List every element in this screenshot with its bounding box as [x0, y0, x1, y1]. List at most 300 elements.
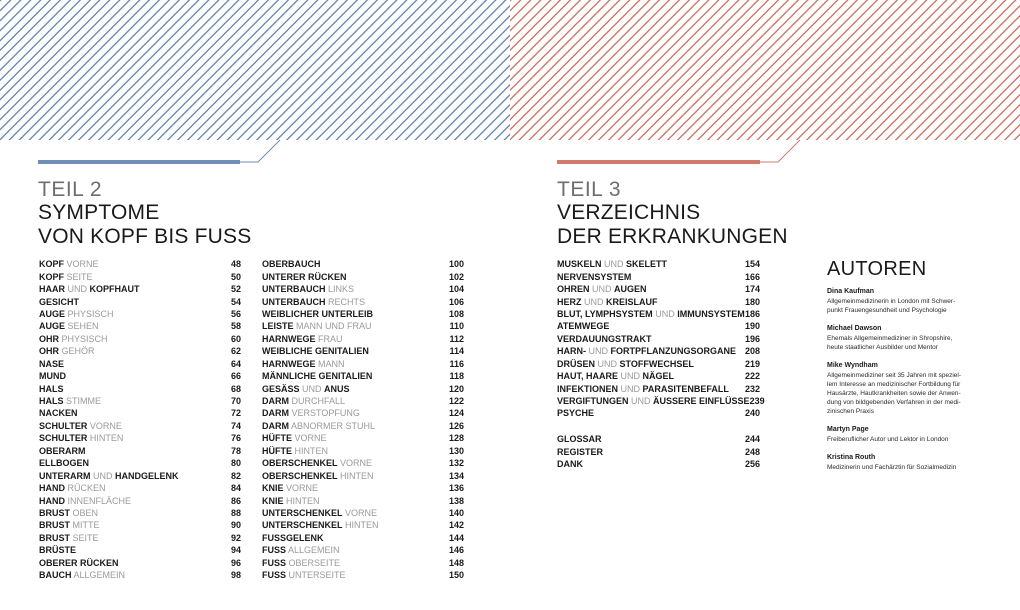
toc-entry-sub: STIMME — [66, 396, 102, 407]
toc-entry — [262, 345, 464, 357]
toc-entry — [557, 308, 760, 320]
toc-entry-main: BRÜSTE — [39, 545, 77, 556]
toc-entry-main: BAUCH — [39, 570, 72, 581]
toc-entry-main: DARM — [262, 408, 289, 419]
part2-title-line: SYMPTOME — [38, 201, 160, 224]
toc-entry-page: 240 — [744, 408, 760, 419]
toc-entry-title — [262, 458, 372, 468]
toc-entry-main: GLOSSAR — [557, 434, 602, 445]
toc-entry-sub: SEHEN — [67, 321, 99, 332]
author-description — [827, 334, 977, 352]
toc-entry — [262, 320, 464, 332]
toc-entry — [39, 308, 241, 320]
author-description-line: lem Interesse an medizinischer Fortbildung für — [827, 381, 961, 388]
toc-entry-title — [39, 321, 99, 331]
part2-hatch-band — [0, 0, 510, 140]
toc-entry-page: 208 — [744, 346, 760, 357]
toc-entry — [262, 457, 464, 469]
toc-entry-main: HAND — [39, 483, 65, 494]
toc-entry-page: 88 — [230, 507, 241, 518]
author-name: Dina Kaufman — [827, 288, 875, 295]
toc-entry-page: 92 — [230, 532, 241, 543]
toc-entry-main: NACKEN — [39, 408, 78, 419]
toc-entry-title — [557, 297, 658, 307]
toc-entry-title — [39, 458, 89, 468]
toc-entry-sub: UND — [93, 470, 113, 481]
toc-entry-sub: UND — [655, 308, 675, 319]
toc-entry-sub: INNENFLÄCHE — [67, 495, 132, 506]
toc-entry — [262, 544, 464, 556]
toc-entry-title — [262, 533, 324, 543]
toc-entry-title — [557, 359, 694, 369]
toc-entry-main: FORTPFLANZUNGSORGANE — [610, 346, 737, 357]
toc-entry-page: 96 — [230, 557, 241, 568]
toc-entry-main: FUSS — [262, 557, 287, 568]
toc-entry — [39, 382, 241, 394]
toc-entry-title — [39, 533, 99, 543]
toc-entry — [557, 283, 760, 295]
author-description-line: dung von bildgebenden Verfahren in der medi- — [827, 399, 961, 406]
part2-label: TEIL 2 — [38, 178, 103, 201]
toc-entry — [262, 270, 464, 282]
toc-entry-title — [39, 421, 122, 431]
toc-entry-sub: VORNE — [340, 458, 373, 469]
toc-entry-page: 166 — [744, 271, 760, 282]
toc-entry-main: HÜFTE — [262, 445, 292, 456]
toc-entry — [262, 407, 464, 419]
author-description-line: Allgemeinmedizinerin in London mit Schwer- — [827, 298, 956, 305]
toc-entry-page: 154 — [744, 259, 760, 270]
toc-entry-title — [557, 284, 647, 294]
author-description-line: punkt Frauengesundheit und Psychologie — [827, 307, 947, 314]
toc-entry-page: 104 — [448, 284, 464, 295]
toc-entry-page: 112 — [449, 333, 464, 344]
toc-entry — [39, 370, 241, 382]
toc-entry-title — [39, 371, 66, 381]
toc-entry — [262, 258, 464, 270]
toc-entry — [39, 407, 241, 419]
toc-entry-page: 256 — [744, 459, 760, 470]
toc-entry-page: 102 — [448, 271, 464, 282]
toc-entry — [557, 395, 765, 407]
toc-entry-title — [262, 321, 372, 331]
toc-entry-sub: UND — [67, 284, 88, 295]
toc-entry-page: 94 — [230, 545, 241, 556]
toc-entry-sub: MITTE — [72, 520, 100, 531]
toc-entry-sub: PHYSISCH — [67, 308, 114, 319]
toc-entry-main: FUSSGELENK — [262, 532, 324, 543]
toc-entry-title — [557, 346, 736, 356]
toc-entry-main: KOPF — [39, 259, 65, 270]
toc-entry-main: NASE — [39, 358, 65, 369]
toc-entry — [262, 308, 464, 320]
toc-entry-sub: FRAU — [318, 333, 343, 344]
author-entry — [827, 324, 977, 352]
toc-entry-sub: SEITE — [66, 271, 93, 282]
toc-entry-sub: ALLGEMEIN — [288, 545, 340, 556]
toc-entry-title — [262, 346, 369, 356]
toc-entry-page: 180 — [744, 296, 760, 307]
toc-entry — [557, 320, 760, 332]
toc-entry-main: BRUST — [39, 532, 70, 543]
toc-entry-title — [39, 545, 76, 555]
toc-entry-title — [557, 434, 602, 444]
toc-entry-main: UNTERBAUCH — [262, 296, 326, 307]
part3-title-line: DER ERKRANKUNGEN — [557, 225, 788, 248]
toc-entry-sub: VORNE — [66, 259, 99, 270]
toc-entry-page: 138 — [448, 495, 464, 506]
author-name: Michael Dawson — [827, 325, 882, 332]
toc-entry-main: HANDGELENK — [115, 470, 179, 481]
toc-entry-main: GESÄSS — [262, 383, 300, 394]
toc-entry-title — [39, 483, 106, 493]
toc-entry-main: OBERER RÜCKEN — [39, 557, 119, 568]
toc-entry-page: 72 — [230, 408, 241, 419]
toc-entry-main: DARM — [262, 396, 289, 407]
toc-entry-sub: SEITE — [72, 532, 99, 543]
toc-entry-page: 196 — [744, 333, 760, 344]
toc-entry — [262, 432, 464, 444]
toc-entry-main: KNIE — [262, 483, 284, 494]
toc-entry-page: 140 — [448, 507, 464, 518]
toc-entry-main: OBERSCHENKEL — [262, 470, 338, 481]
toc-entry-main: HÜFTE — [262, 433, 292, 444]
toc-entry-sub: HINTEN — [340, 470, 374, 481]
toc-entry-main: HALS — [39, 396, 64, 407]
toc-entry-main: WEIBLICHER UNTERLEIB — [262, 308, 373, 319]
toc-entry-main: OBERSCHENKEL — [262, 458, 338, 469]
toc-entry-title — [39, 359, 64, 369]
toc-entry — [557, 295, 760, 307]
toc-entry-main: STOFFWECHSEL — [619, 358, 694, 369]
toc-entry-title — [39, 558, 119, 568]
toc-entry-main: UNTERARM — [39, 470, 91, 481]
author-name: Martyn Page — [827, 426, 869, 433]
toc-entry-page: 68 — [230, 383, 241, 394]
toc-entry-page: 186 — [744, 308, 760, 319]
toc-entry — [39, 320, 241, 332]
toc-entry-page: 106 — [448, 296, 464, 307]
author-entry — [827, 361, 977, 416]
part3-toc-extras — [557, 433, 760, 470]
toc-entry-sub: VORNE — [345, 507, 378, 518]
toc-entry-title — [39, 272, 93, 282]
toc-entry-title — [39, 297, 79, 307]
toc-entry-page: 84 — [230, 483, 241, 494]
toc-entry-title — [262, 496, 320, 506]
toc-entry-page: 48 — [230, 259, 241, 270]
toc-entry-page: 78 — [230, 445, 241, 456]
toc-entry-main: OHREN — [557, 284, 590, 295]
toc-entry-page: 114 — [449, 346, 464, 357]
toc-entry-main: HAUT, HAARE — [557, 371, 619, 382]
toc-entry-page: 98 — [230, 570, 241, 581]
toc-entry — [39, 258, 241, 270]
toc-entry-main: OBERARM — [39, 445, 86, 456]
toc-entry-sub: UND — [592, 284, 612, 295]
toc-entry-main: HALS — [39, 383, 64, 394]
toc-entry — [557, 258, 760, 270]
toc-entry-page: 132 — [448, 458, 464, 469]
toc-entry-main: UNTERSCHENKEL — [262, 507, 343, 518]
toc-entry-main: DANK — [557, 459, 583, 470]
toc-entry — [262, 370, 464, 382]
toc-entry-main: NÄGEL — [642, 371, 675, 382]
toc-entry-title — [39, 284, 140, 294]
toc-entry-title — [39, 259, 99, 269]
toc-entry-title — [262, 421, 375, 431]
toc-entry — [262, 283, 464, 295]
toc-entry — [262, 358, 464, 370]
toc-entry-page: 219 — [744, 358, 760, 369]
toc-entry-main: BRUST — [39, 507, 70, 518]
toc-entry-page: 136 — [448, 483, 464, 494]
author-description-line: Ehemals Allgemeinmediziner in Shropshire, — [827, 335, 953, 342]
toc-entry — [262, 494, 464, 506]
toc-entry — [262, 395, 464, 407]
toc-entry-page: 76 — [230, 433, 241, 444]
part3-toc — [557, 258, 765, 420]
author-description-line: Medizinerin und Fachärztin für Sozialmedizin — [827, 464, 957, 471]
toc-entry-title — [262, 508, 377, 518]
author-description-line: Hausärzte, Hautkrankheiten sowie der Anwen- — [827, 390, 961, 397]
toc-entry-main: ANUS — [324, 383, 350, 394]
toc-entry-main: KOPF — [39, 271, 65, 282]
toc-entry-page: 108 — [448, 308, 464, 319]
toc-entry-title — [262, 396, 345, 406]
toc-entry — [557, 345, 760, 357]
author-name: Mike Wyndham — [827, 362, 878, 369]
toc-entry-main: KREISLAUF — [606, 296, 658, 307]
toc-entry-main: MÄNNLICHE GENITALIEN — [262, 371, 373, 382]
part3-title — [557, 201, 788, 249]
toc-entry-main: GESICHT — [39, 296, 80, 307]
toc-entry-page: 80 — [230, 458, 241, 469]
author-description-line: zinischen Praxis — [827, 408, 874, 415]
toc-entry-page: 82 — [230, 470, 241, 481]
toc-entry-main: AUGEN — [614, 284, 647, 295]
toc-entry-main: VERDAUUNGSTRAKT — [557, 333, 652, 344]
toc-entry-title — [262, 384, 350, 394]
toc-entry-page: 124 — [448, 408, 464, 419]
toc-entry-main: SCHULTER — [39, 420, 88, 431]
toc-entry-title — [557, 408, 594, 418]
toc-entry-main: OHR — [39, 346, 59, 357]
toc-entry-title — [39, 508, 98, 518]
toc-entry-sub: OBEN — [72, 507, 99, 518]
toc-entry-main: REGISTER — [557, 446, 604, 457]
toc-entry-title — [262, 520, 379, 530]
toc-entry-main: IMMUNSYSTEM — [677, 308, 745, 319]
toc-entry — [557, 382, 760, 394]
decorative-rules — [0, 136, 1020, 172]
toc-entry-title — [557, 259, 667, 269]
toc-entry-main: BLUT, LYMPHSYSTEM — [557, 308, 653, 319]
toc-entry-main: SKELETT — [626, 259, 668, 270]
toc-entry-sub: VORNE — [286, 483, 319, 494]
toc-entry-page: 58 — [230, 321, 241, 332]
toc-entry — [39, 270, 241, 282]
toc-entry — [557, 333, 760, 345]
toc-entry-sub: PHYSISCH — [61, 333, 108, 344]
toc-entry-title — [557, 371, 674, 381]
toc-entry — [39, 420, 241, 432]
toc-entry-sub: UND — [620, 383, 641, 394]
toc-entry-title — [262, 309, 373, 319]
toc-entry — [39, 358, 241, 370]
toc-entry — [262, 333, 464, 345]
toc-entry-main: HAND — [39, 495, 65, 506]
part3-hatch-band — [510, 0, 1020, 140]
toc-entry-main: UNTERSCHENKEL — [262, 520, 343, 531]
toc-entry-main: INFEKTIONEN — [557, 383, 619, 394]
toc-entry-sub: RECHTS — [328, 296, 366, 307]
toc-entry-sub: MANN UND FRAU — [296, 321, 372, 332]
toc-entry-page: 90 — [230, 520, 241, 531]
toc-entry-title — [262, 446, 328, 456]
toc-entry — [39, 295, 241, 307]
toc-entry-title — [262, 371, 372, 381]
author-description — [827, 371, 977, 416]
toc-entry-sub: VERSTOPFUNG — [291, 408, 360, 419]
toc-entry-page: 148 — [448, 557, 464, 568]
toc-entry — [262, 482, 464, 494]
toc-entry-main: HAAR — [39, 284, 65, 295]
author-entry — [827, 453, 977, 472]
toc-entry-main: FUSS — [262, 570, 287, 581]
toc-entry-page: 134 — [448, 470, 464, 481]
toc-entry-page: 122 — [448, 396, 464, 407]
toc-entry-sub: DURCHFALL — [291, 396, 346, 407]
part3-title-line: VERZEICHNIS — [557, 201, 701, 224]
author-entry — [827, 287, 977, 315]
toc-entry-page: 70 — [230, 396, 241, 407]
toc-entry-main: ÄUSSERE EINFLÜSSE — [653, 396, 750, 407]
toc-entry-main: HARNWEGE — [262, 358, 316, 369]
toc-entry — [262, 557, 464, 569]
toc-entry — [557, 458, 760, 470]
toc-entry-title — [39, 433, 123, 443]
toc-entry-main: HARN- — [557, 346, 586, 357]
toc-entry-main: LEISTE — [262, 321, 294, 332]
toc-entry-sub: VORNE — [294, 433, 327, 444]
toc-entry-main: FUSS — [262, 545, 287, 556]
toc-entry — [557, 445, 760, 457]
toc-entry — [39, 532, 241, 544]
toc-entry-page: 74 — [230, 420, 241, 431]
toc-entry-sub: VORNE — [89, 420, 122, 431]
toc-entry-title — [262, 284, 354, 294]
toc-entry-main: HERZ — [557, 296, 582, 307]
toc-entry-page: 86 — [230, 495, 241, 506]
toc-entry — [39, 494, 241, 506]
author-description-line: Allgemeinmediziner seit 35 Jahren mit speziel- — [827, 372, 962, 379]
toc-entry-sub: HINTEN — [345, 520, 379, 531]
toc-entry — [262, 420, 464, 432]
toc-entry-main: ELLBOGEN — [39, 458, 90, 469]
toc-entry-page: 60 — [230, 333, 241, 344]
toc-entry-sub: ALLGEMEIN — [73, 570, 126, 581]
toc-entry-page: 128 — [448, 433, 464, 444]
toc-entry-title — [557, 334, 652, 344]
toc-entry — [262, 382, 464, 394]
toc-entry-sub: UND — [604, 259, 624, 270]
toc-entry — [557, 433, 760, 445]
toc-entry-title — [262, 334, 343, 344]
toc-entry-main: UNTERBAUCH — [262, 284, 326, 295]
toc-entry-sub: GEHÖR — [61, 346, 95, 357]
toc-entry — [39, 345, 241, 357]
toc-entry-main: KNIE — [262, 495, 284, 506]
toc-entry — [262, 519, 464, 531]
toc-entry-title — [557, 384, 729, 394]
author-description-line: Freiberuflicher Autor und Lektor in London — [827, 436, 949, 443]
toc-entry — [262, 569, 464, 581]
toc-entry-main: PSYCHE — [557, 408, 595, 419]
toc-entry-main: PARASITENBEFALL — [642, 383, 729, 394]
toc-entry-title — [262, 545, 340, 555]
toc-entry-title — [39, 334, 108, 344]
toc-entry-page: 150 — [448, 570, 464, 581]
toc-entry-page: 64 — [230, 358, 241, 369]
toc-entry-title — [39, 520, 100, 530]
toc-entry-title — [557, 309, 745, 319]
part3-rule-connector — [756, 140, 800, 162]
toc-entry-page: 50 — [230, 271, 241, 282]
toc-entry — [557, 358, 760, 370]
toc-entry-title — [39, 570, 125, 580]
toc-entry-title — [39, 384, 64, 394]
part2-toc-column-1 — [39, 258, 241, 581]
authors-heading: AUTOREN — [827, 258, 927, 280]
toc-entry-page: 116 — [449, 358, 464, 369]
toc-entry-page: 190 — [744, 321, 760, 332]
toc-entry-main: HARNWEGE — [262, 333, 316, 344]
toc-entry-sub: HINTEN — [294, 445, 329, 456]
toc-entry-page: 244 — [744, 434, 760, 445]
toc-entry — [557, 407, 760, 419]
toc-entry-title — [39, 396, 101, 406]
toc-entry-page: 222 — [744, 371, 760, 382]
toc-entry-title — [262, 558, 340, 568]
toc-entry-main: MUND — [39, 371, 66, 382]
toc-entry-title — [557, 459, 583, 469]
toc-entry-title — [262, 570, 346, 580]
toc-entry-main: NERVENSYSTEM — [557, 271, 632, 282]
toc-entry-main: AUGE — [39, 321, 66, 332]
toc-entry-page: 118 — [449, 371, 464, 382]
toc-entry-sub: MANN — [318, 358, 345, 369]
toc-entry — [262, 469, 464, 481]
toc-entry-page: 56 — [230, 308, 241, 319]
toc-entry-title — [39, 408, 78, 418]
toc-entry-page: 130 — [448, 445, 464, 456]
toc-entry-main: WEIBLICHE GENITALIEN — [262, 346, 369, 357]
toc-entry-page: 142 — [448, 520, 464, 531]
toc-entry — [39, 482, 241, 494]
toc-entry-title — [557, 321, 609, 331]
toc-entry-title — [262, 471, 374, 481]
part3-label: TEIL 3 — [557, 178, 622, 201]
author-entry — [827, 425, 977, 444]
toc-entry-sub: OBERSEITE — [288, 557, 341, 568]
toc-entry-sub: LINKS — [328, 284, 355, 295]
toc-entry-title — [39, 346, 95, 356]
toc-entry-page: 144 — [448, 532, 464, 543]
toc-entry-main: ATEMWEGE — [557, 321, 610, 332]
toc-entry — [39, 432, 241, 444]
toc-entry — [39, 557, 241, 569]
